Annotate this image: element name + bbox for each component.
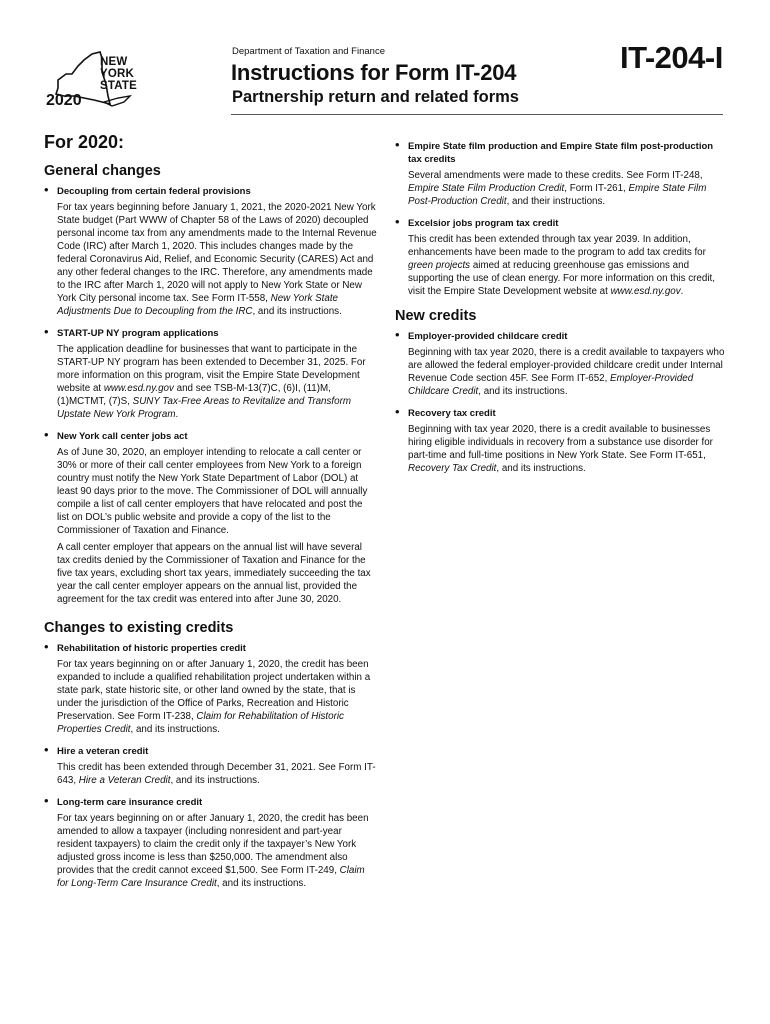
startup-ny-item [44, 324, 377, 421]
item-body: For tax years beginning on or after January 1, 2020, the credit has been amended to allow a taxpayer (including nonresident and part-year resident taxpayers) to claim the credit only if the taxpayer’s New York adjusted gross income is less than $250,000. The amendment also provides that the credit cannot exceed $1,500. See Form IT-249, Claim for Long-Term Care Insurance Credit, and its instructions. [57, 813, 369, 889]
item-body: For tax years beginning on or after January 1, 2020, the credit has been expanded to include a qualified rehabilitation project undertaken within a state park, state historic site, or other land owned by the state, that is under the jurisdiction of the Office of Parks, Recreation and Historic Preservation. See Form IT-238, Claim for Rehabilitation of Historic Properties Credit, and its instructions. [57, 659, 371, 735]
item-body: The application deadline for businesses that want to participate in the START-UP NY program has been extended to December 31, 2025. For more information on this program, visit the Empire State Development website at www.esd.ny.gov and see TSB-M-13(7)C, (6)I, (11)M, (1)MCTMT, (7)S, SUNY Tax-Free Areas to Revitalize and Transform Upstate New York Program. [57, 344, 366, 420]
bullet: • [395, 137, 400, 152]
left-column [44, 132, 377, 899]
item-heading: Empire State film production and Empire State film post-production tax credits [408, 141, 714, 165]
item-heading: Decoupling from certain federal provisions [57, 186, 251, 197]
item-body: Beginning with tax year 2020, there is a credit available to businesses hiring eligible individuals in recovery from a substance use disorder for part-time and full-time positions in New York State. See Form IT-651, Recovery Tax Credit, and its instructions. [408, 424, 713, 474]
item-heading: Recovery tax credit [408, 408, 496, 419]
logo-year: 2020 [46, 92, 82, 109]
veteran-credit-item [44, 742, 377, 787]
bullet: • [44, 427, 49, 442]
decoupling-item [44, 182, 377, 318]
bullet: • [44, 793, 49, 808]
esd-website-link[interactable]: www.esd.ny.gov [610, 286, 681, 297]
ltc-credit-item [44, 793, 377, 890]
bullet: • [44, 742, 49, 757]
bullet: • [44, 182, 49, 197]
recovery-credit-item [395, 404, 725, 475]
item-body: Several amendments were made to these credits. See Form IT-248, Empire State Film Production Credit, Form IT-261, Empire State Film Post-Production Credit, and their instructions. [408, 170, 707, 207]
logo-text: NEW YORK STATE [100, 56, 137, 92]
item-heading: START-UP NY program applications [57, 328, 219, 339]
excelsior-credit-item [395, 214, 725, 298]
page-title: Instructions for Form IT-204 [231, 60, 517, 85]
item-body: This credit has been extended through December 31, 2021. See Form IT-643, Hire a Veteran Credit, and its instructions. [57, 762, 376, 786]
department-name: Department of Taxation and Finance [232, 46, 385, 57]
item-body: This credit has been extended through tax year 2039. In addition, enhancements have been made to the program to add tax credits for green projects aimed at reducing greenhouse gas emissions and supporting the use of clean energy. For more information on this credit, visit the Empire State Development website at www.esd.ny.gov. [408, 234, 715, 297]
general-changes-heading: General changes [44, 163, 161, 179]
item-heading: Excelsior jobs program tax credit [408, 218, 559, 229]
item-heading: New York call center jobs act [57, 431, 188, 442]
item-body: As of June 30, 2020, an employer intending to relocate a call center or 30% or more of their call center employees from New York to a foreign country must notify the New York State Department of Labor (DOL) at least 90 days prior to the move. The Commissioner of DOL will annually compile a list of call center employers that have relocated and post the list on DOL’s public website and provide a copy of the list to the Commissioner of Taxation and Finance. [57, 447, 368, 536]
bullet: • [44, 639, 49, 654]
bullet: • [44, 324, 49, 339]
bullet: • [395, 327, 400, 342]
item-heading: Hire a veteran credit [57, 746, 149, 757]
header-divider [231, 114, 723, 115]
bullet: • [395, 214, 400, 229]
call-center-item [44, 427, 377, 606]
item-body: Beginning with tax year 2020, there is a credit available to taxpayers who are allowed the federal employer-provided childcare credit under Internal Revenue Code section 45F. See Form IT-652, Employer-Provided Childcare Credit, and its instructions. [408, 347, 725, 397]
film-credit-item [395, 137, 725, 208]
form-number: IT-204-I [620, 40, 723, 75]
nys-logo [44, 44, 154, 112]
esd-website-link[interactable]: www.esd.ny.gov [103, 383, 174, 394]
new-credits-heading: New credits [395, 308, 477, 324]
bullet: • [395, 404, 400, 419]
existing-credits-heading: Changes to existing credits [44, 620, 234, 636]
item-heading: Rehabilitation of historic properties credit [57, 643, 246, 654]
year-heading: For 2020: [44, 132, 125, 152]
item-body: For tax years beginning before January 1, 2021, the 2020-2021 New York State budget (Part WWW of Chapter 58 of the Laws of 2020) decoupled personal income tax from any amendments made to the Internal Revenue Code (IRC) after March 1, 2020. This includes changes made by the federal Coronavirus Aid, Relief, and Economic Security (CARES) Act and any other federal changes to the IRC. Therefore, any amendments made to the IRC after March 1, 2020 will not apply to New York State or New York City personal income tax. See Form IT-558, New York State Adjustments Due to Decoupling from the IRC, and its instructions. [57, 202, 377, 317]
item-heading: Long-term care insurance credit [57, 797, 203, 808]
rehab-credit-item [44, 639, 377, 736]
page-subtitle: Partnership return and related forms [232, 88, 519, 106]
item-body: A call center employer that appears on the annual list will have several tax credits denied by the Commissioner of Taxation and Finance for the five tax years, excluding short tax years, immediately succeeding the tax year the call center employer appears on the annual list, provided the agreement for the tax credit was entered into after June 30, 2020. [57, 542, 371, 605]
right-column [395, 137, 725, 484]
childcare-credit-item [395, 327, 725, 398]
item-heading: Employer-provided childcare credit [408, 331, 568, 342]
